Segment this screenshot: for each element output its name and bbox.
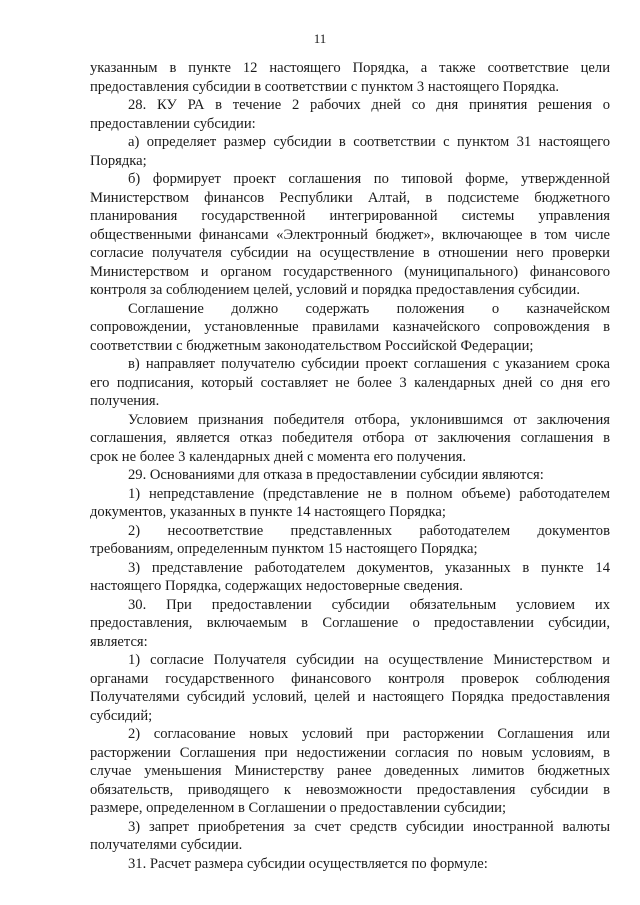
text-line: настоящего Порядка, содержащих недостоверные сведения. [90,578,463,594]
text-line: получения. [90,393,160,409]
text-line: субсидий; [90,707,153,724]
text-line: 30. При предоставлении субсидии обязательным условием их [128,596,610,613]
text-line: планирования государственной интегрированной системы управления [90,208,610,224]
text-line: б) формирует проект соглашения по типовой форме, утвержденной [128,171,610,187]
text-line: размере, определенном в Соглашении о предоставлении субсидии; [90,800,507,816]
text-line: Соглашение должно содержать положения о казначейском [128,300,610,317]
text-line: 28. КУ РА в течение 2 рабочих дней со дня принятия решения о [128,97,610,113]
text-line: 3) запрет приобретения за счет средств субсидии иностранной валюты [128,818,610,835]
text-line: случае уменьшения Министерству ранее доведенных лимитов бюджетных [90,763,610,779]
text-line: органами государственного финансового контроля проверок соблюдения [90,670,610,687]
text-line: в) направляет получателю субсидии проект соглашения с указанием срока [128,356,610,372]
text-line: соответствии с бюджетным законодательством Российской Федерации; [90,337,534,354]
text-line: Министерством и органом государственного (муниципального) финансового [90,263,610,280]
text-line: 3) представление работодателем документов, указанных в пункте 14 [128,559,610,576]
text-line: предоставления субсидии в соответствии с пунктом 3 настоящего Порядка. [90,78,560,95]
text-line: его подписания, который составляет не более 3 календарных дней со дня его [90,374,610,391]
text-line: контроля за соблюдением целей, условий и порядка предоставления субсидии. [90,282,580,298]
text-line: 29. Основаниями для отказа в предоставлении субсидии являются: [128,467,544,483]
text-line: является: [90,633,148,650]
text-line: 1) согласие Получателя субсидии на осуществление Министерством и [128,652,610,668]
text-line: сопровождении, установленные правилами казначейского сопровождения в [90,319,610,335]
text-line: 2) согласование новых условий при расторжении Соглашения или [128,726,610,742]
text-line: Получателями субсидий условий, целей и настоящего Порядка предоставления [90,689,610,705]
text-line: 31. Расчет размера субсидии осуществляется по формуле: [128,855,488,872]
text-line: указанным в пункте 12 настоящего Порядка, а также соответствие цели [90,60,610,76]
text-line: срок не более 3 календарных дней с момента его получения. [90,448,467,465]
document-body [90,59,610,873]
text-line: документов, указанных в пункте 14 настоящего Порядка; [90,504,446,520]
text-line: 1) непредставление (представление не в полном объеме) работодателем [128,485,610,502]
text-line: получателями субсидии. [90,837,243,853]
page-number: 11 [313,31,327,46]
text-line: обязательств, приводящего к невозможности предоставления субсидии в [90,781,610,798]
text-line: а) определяет размер субсидии в соответствии с пунктом 31 настоящего [128,134,610,150]
text-line: Условием признания победителя отбора, уклонившимся от заключения [128,411,610,428]
text-line: предоставления, включаемым в Соглашение о предоставлении субсидии, [90,615,610,631]
text-line: требованиям, определенным пунктом 15 настоящего Порядка; [90,541,478,557]
text-line: согласие получателя субсидии на осуществление в отношении него проверки [90,245,610,261]
text-line: Порядка; [90,152,147,169]
text-line: общественными финансами «Электронный бюджет», включающее в том числе [90,226,610,243]
text-line: предоставлении субсидии: [90,115,256,132]
text-line: расторжении Соглашения при недостижении согласия по новым условиям, в [90,744,610,761]
text-line: 2) несоответствие представленных работодателем документов [128,522,610,539]
text-line: Министерством финансов Республики Алтай, в подсистеме бюджетного [90,189,610,206]
text-line: соглашения, является отказ победителя отбора от заключения соглашения в [90,430,610,446]
